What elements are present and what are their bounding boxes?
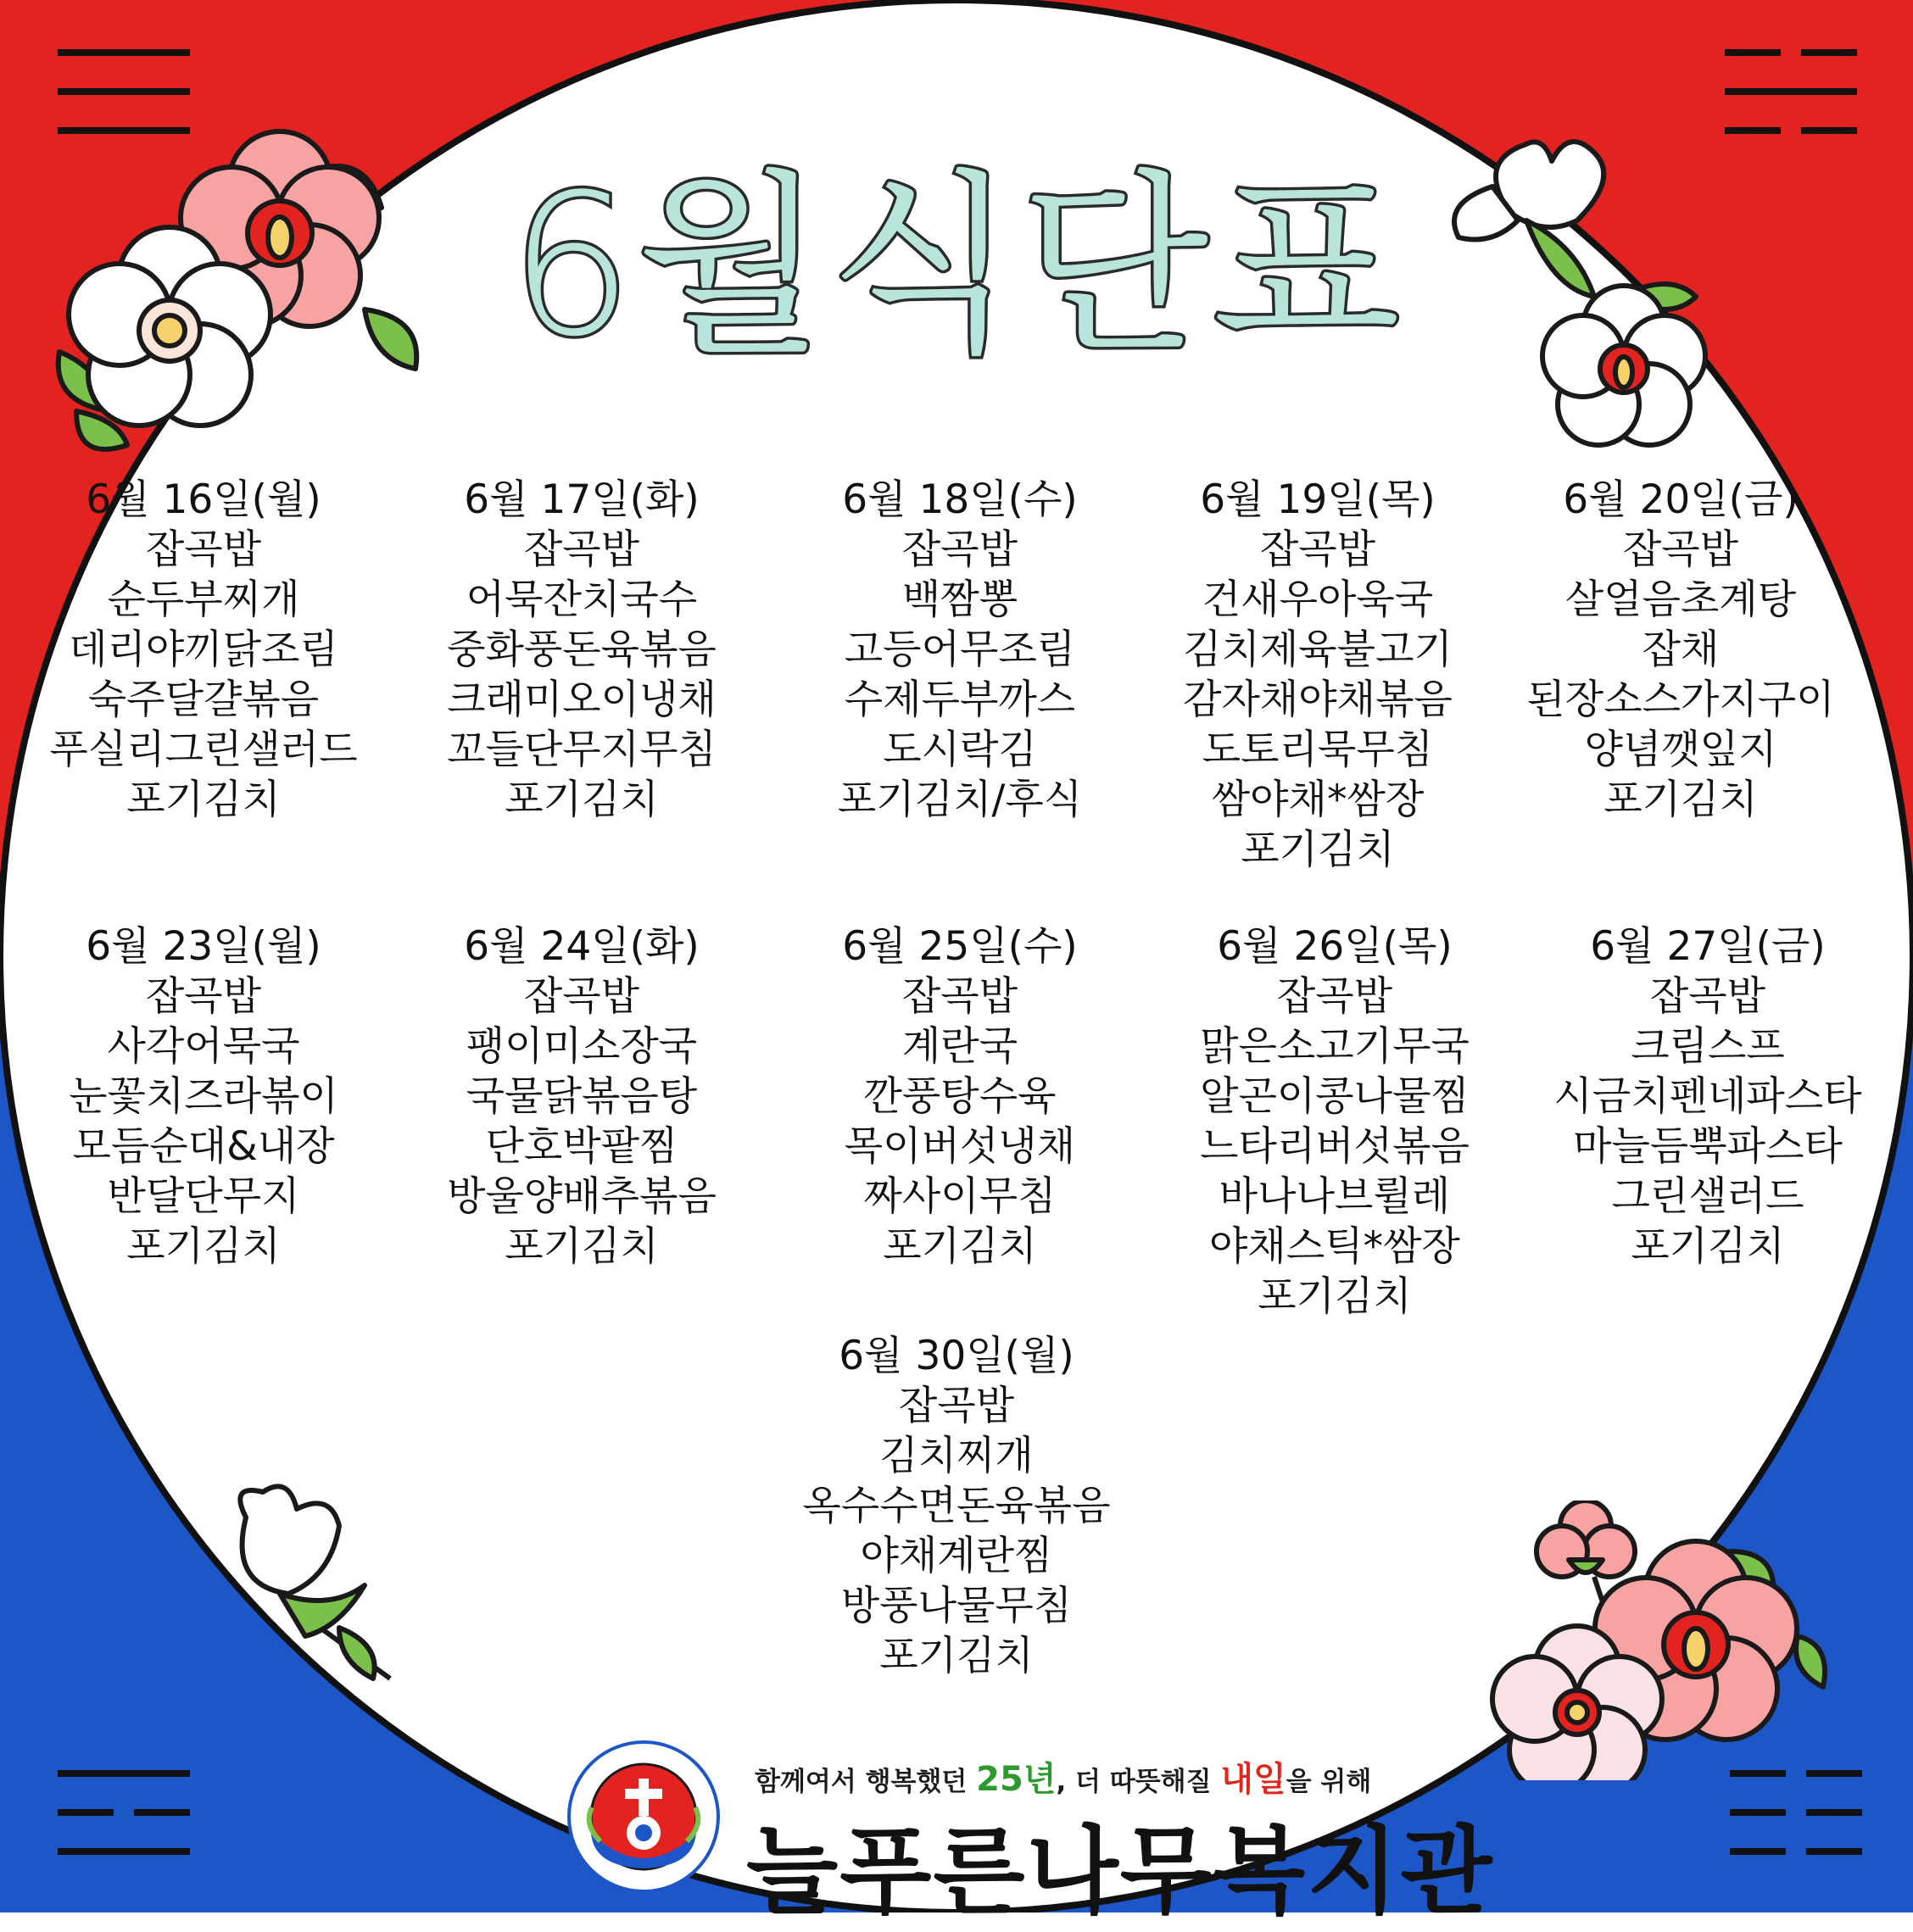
menu-item: 백짬뽕 — [901, 576, 1018, 623]
menu-item: 야채계란찜 — [860, 1533, 1053, 1579]
trigram-icon-bottom-left — [58, 1770, 193, 1860]
menu-item: 도토리묵무침 — [1202, 727, 1434, 773]
menu-day — [1521, 921, 1894, 1272]
menu-item: 어묵잔치국수 — [466, 576, 698, 623]
menu-item: 깐풍탕수육 — [863, 1073, 1057, 1120]
menu-item: 마늘듬뿍파스타 — [1573, 1123, 1843, 1170]
menu-item: 포기김치 — [879, 1633, 1034, 1679]
trigram-icon-top-right — [1725, 49, 1860, 139]
menu-item: 국물닭볶음탕 — [466, 1073, 698, 1120]
menu-day — [395, 475, 768, 825]
menu-date: 6월 30일(월) — [839, 1333, 1074, 1379]
menu-date: 6월 19일(목) — [1200, 476, 1436, 523]
menu-item: 포기김치 — [505, 777, 659, 823]
menu-item: 잡곡밥 — [1259, 526, 1376, 573]
menu-item: 고등어무조림 — [844, 626, 1076, 673]
menu-item: 양념깻잎지 — [1584, 727, 1777, 773]
menu-item: 숙주달걀볶음 — [87, 676, 320, 723]
menu-item: 야채스틱*쌈장 — [1209, 1223, 1460, 1270]
menu-item: 건새우아욱국 — [1202, 576, 1434, 623]
menu-item: 포기김치 — [126, 1223, 281, 1270]
menu-item: 살얼음초계탕 — [1564, 576, 1797, 623]
trigram-icon-bottom-right — [1730, 1770, 1866, 1860]
flower-icon-bottom-right — [1475, 1501, 1832, 1780]
slogan-tomorrow: 내일 — [1220, 1760, 1286, 1799]
menu-day — [1494, 475, 1867, 825]
menu-item: 포기김치 — [126, 777, 281, 823]
organization-name: 늘푸른나무복지관 — [746, 1817, 1494, 1927]
menu-item: 잡곡밥 — [1622, 526, 1739, 573]
page-title: 6월식단표 — [509, 153, 1404, 380]
menu-item: 목이버섯냉채 — [844, 1123, 1076, 1170]
menu-date: 6월 16일(월) — [86, 476, 321, 523]
menu-item: 포기김치 — [505, 1223, 659, 1270]
menu-item: 감자채야채볶음 — [1183, 676, 1453, 723]
menu-date: 6월 17일(화) — [464, 476, 700, 523]
menu-item: 잡곡밥 — [523, 526, 640, 573]
menu-item: 된장소스가지구이 — [1526, 676, 1835, 723]
menu-day — [1131, 475, 1504, 875]
menu-item: 잡곡밥 — [145, 973, 262, 1020]
menu-item: 맑은소고기무국 — [1200, 1023, 1470, 1070]
menu-day — [773, 921, 1146, 1272]
menu-item: 단호박팥찜 — [485, 1123, 678, 1170]
menu-item: 옥수수면돈육볶음 — [802, 1483, 1111, 1529]
menu-item: 눈꽃치즈라볶이 — [69, 1073, 338, 1120]
slogan-part: 함께여서 행복했던 — [755, 1767, 977, 1797]
menu-day — [395, 921, 768, 1272]
menu-day — [17, 921, 390, 1272]
menu-date: 6월 23일(월) — [86, 923, 321, 970]
menu-day — [773, 475, 1146, 825]
menu-item: 포기김치 — [1241, 827, 1395, 873]
slogan-25-years: 25년 — [976, 1760, 1057, 1799]
menu-item: 잡곡밥 — [898, 1383, 1015, 1429]
menu-item: 잡곡밥 — [1649, 973, 1766, 1020]
menu-item: 푸실리그린샐러드 — [49, 727, 358, 773]
menu-item: 중화풍돈육볶음 — [447, 626, 717, 673]
menu-item: 데리야끼닭조림 — [69, 626, 338, 673]
menu-item: 크림스프 — [1631, 1023, 1785, 1070]
menu-item: 느타리버섯볶음 — [1200, 1123, 1470, 1170]
logo-emblem — [566, 1740, 721, 1894]
menu-item: 그린샐러드 — [1611, 1173, 1804, 1220]
menu-item: 방풍나물무침 — [840, 1583, 1073, 1629]
menu-date: 6월 20일(금) — [1563, 476, 1799, 523]
menu-date: 6월 25일(수) — [842, 923, 1078, 970]
menu-item: 수제두부까스 — [844, 676, 1076, 723]
menu-date: 6월 24일(화) — [464, 923, 700, 970]
menu-item: 순두부찌개 — [107, 576, 300, 623]
slogan-part: , 더 따뜻해질 — [1056, 1767, 1221, 1797]
menu-item: 잡곡밥 — [145, 526, 262, 573]
menu-item: 김치제육불고기 — [1183, 626, 1453, 673]
menu-item: 팽이미소장국 — [466, 1023, 698, 1070]
menu-item: 시금치펜네파스타 — [1553, 1073, 1862, 1120]
menu-item: 김치찌개 — [879, 1433, 1034, 1479]
flower-icon-bottom-left — [195, 1484, 416, 1704]
menu-item: 잡곡밥 — [1276, 973, 1393, 1020]
menu-item: 꼬들단무지무침 — [447, 727, 717, 773]
menu-date: 6월 26일(목) — [1217, 923, 1453, 970]
menu-item: 쌈야채*쌈장 — [1211, 777, 1425, 823]
menu-item: 반달단무지 — [107, 1173, 300, 1220]
menu-item: 사각어묵국 — [107, 1023, 300, 1070]
menu-item: 바나나브륄레 — [1219, 1173, 1451, 1220]
slogan-part: 을 위해 — [1286, 1767, 1372, 1797]
menu-item: 알곤이콩나물찜 — [1200, 1073, 1470, 1120]
menu-day — [17, 475, 390, 825]
menu-day — [1148, 921, 1521, 1322]
menu-item: 도시락김 — [883, 727, 1037, 773]
menu-item: 크래미오이냉채 — [447, 676, 717, 723]
menu-item: 짜사이무침 — [863, 1173, 1057, 1220]
menu-item: 잡곡밥 — [901, 526, 1018, 573]
menu-item: 잡곡밥 — [523, 973, 640, 1020]
menu-item: 포기김치 — [1258, 1273, 1412, 1320]
menu-day — [770, 1331, 1143, 1681]
menu-item: 포기김치 — [883, 1223, 1037, 1270]
menu-date: 6월 27일(금) — [1590, 923, 1826, 970]
menu-item: 잡채 — [1642, 626, 1720, 673]
menu-item: 포기김치 — [1603, 777, 1758, 823]
menu-item: 포기김치/후식 — [837, 777, 1083, 823]
menu-date: 6월 18일(수) — [842, 476, 1078, 523]
menu-item: 방울양배추볶음 — [447, 1173, 717, 1220]
menu-item: 모듬순대&내장 — [72, 1123, 335, 1170]
menu-item: 잡곡밥 — [901, 973, 1018, 1020]
slogan — [755, 1752, 1371, 1801]
menu-item: 계란국 — [901, 1023, 1018, 1070]
menu-item: 포기김치 — [1631, 1223, 1785, 1270]
